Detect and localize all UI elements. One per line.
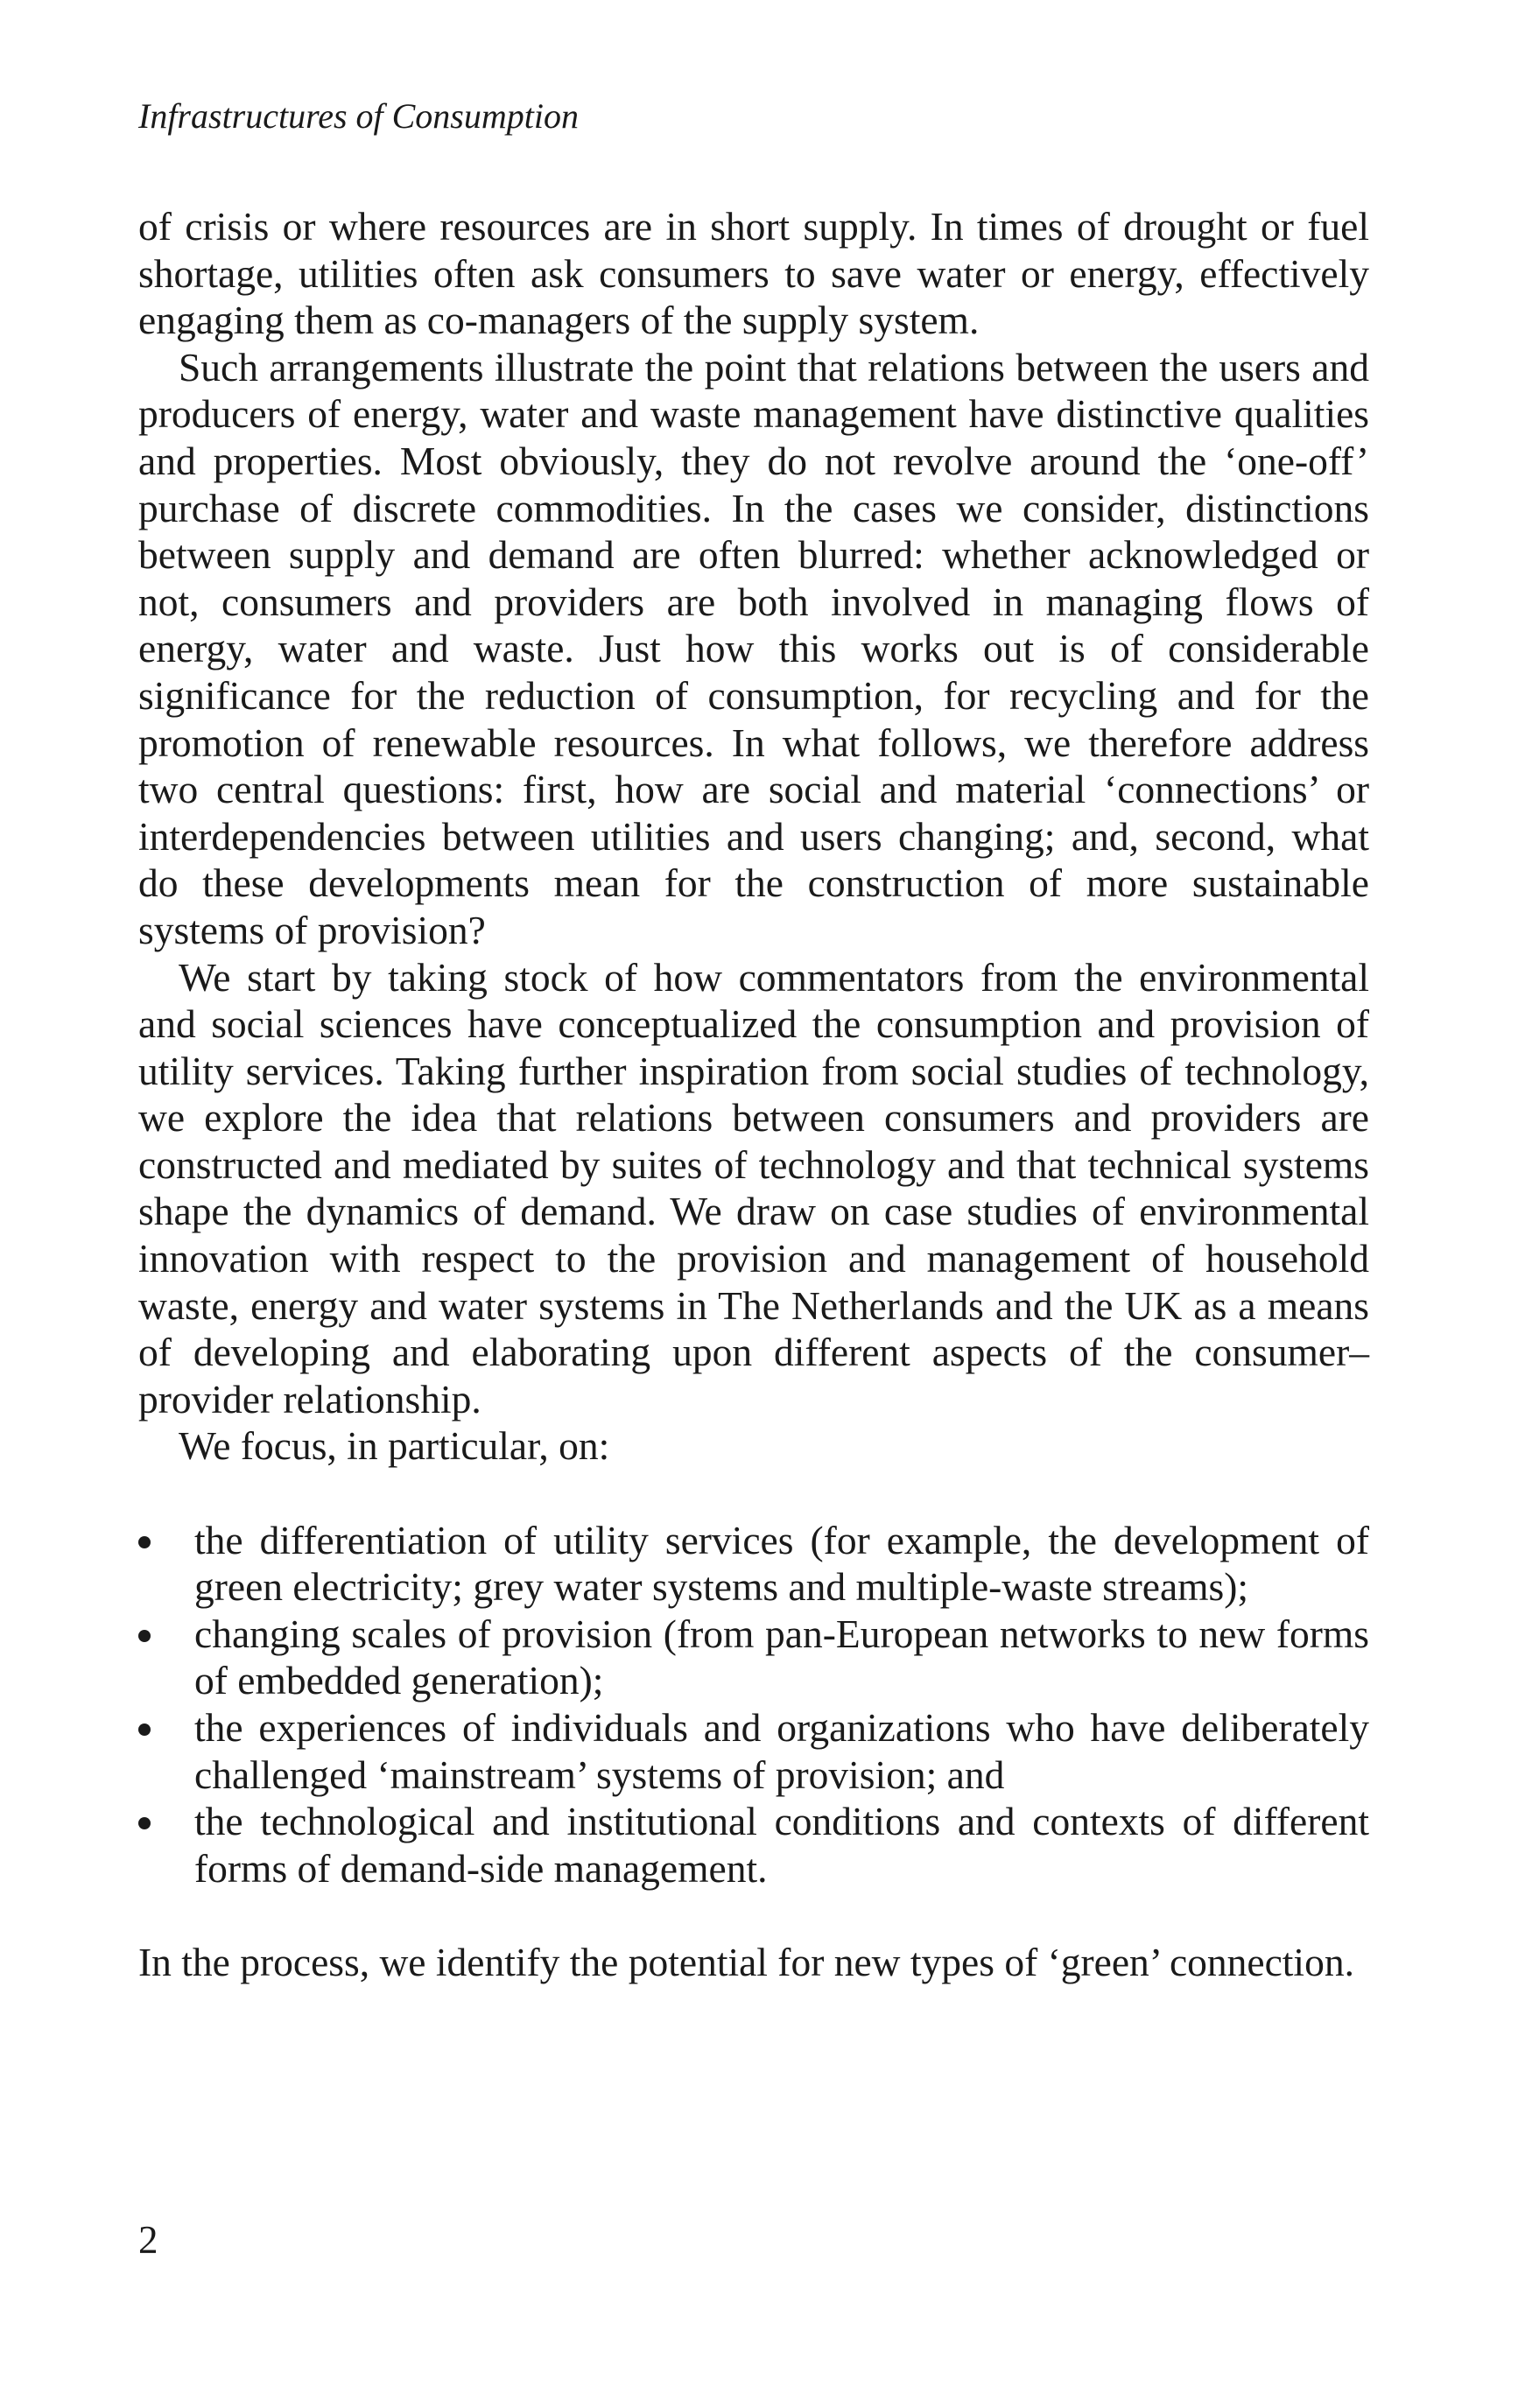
paragraph-3: We start by taking stock of how commentators from the environmental and social sciences have conceptualized the consumption and provision of utility services. Taking further inspiration from social studies of technology, we explore the idea that relations between consumers and providers are constructed and mediated by suites of technology and that technical systems shape the dynamics of demand. We draw on case studies of environmental innovation with respect to the provision and management of household waste, energy and water systems in The Netherlands and the UK as a means of developing and elaborating upon different aspects of the consumer–provider relationship. — [138, 954, 1369, 1422]
paragraph-1: of crisis or where resources are in short supply. In times of drought or fuel shortage, utilities often ask consumers to save water or energy, effectively engaging them as co-managers of the supply system. — [138, 204, 1369, 343]
paragraph-4: We focus, in particular, on: — [179, 1423, 610, 1469]
running-head: Infrastructures of Consumption — [138, 96, 579, 136]
bullet-dot-icon — [138, 1630, 151, 1642]
bullet-item — [138, 1611, 1369, 1704]
closing-paragraph: In the process, we identify the potential for new types of ‘green’ connection. — [138, 1939, 1354, 1984]
bullet-text: changing scales of provision (from pan-European networks to new forms of embedded generation); — [194, 1611, 1369, 1703]
bullet-dot-icon — [138, 1536, 151, 1548]
bullet-dot-icon — [138, 1724, 151, 1736]
bullet-item — [138, 1517, 1369, 1611]
page-number: 2 — [138, 2218, 158, 2262]
bullet-text: the technological and institutional conditions and contexts of different forms of demand-side management. — [194, 1799, 1369, 1891]
bullet-text: the differentiation of utility services (for example, the development of green electricity; grey water systems and multiple-waste streams); — [194, 1517, 1369, 1610]
bullet-list — [138, 1517, 1369, 1892]
bullet-text: the experiences of individuals and organizations who have deliberately challenged ‘mainstream’ systems of provision; and — [194, 1705, 1369, 1797]
bullet-item — [138, 1798, 1369, 1892]
bullet-item — [138, 1704, 1369, 1798]
body-text — [138, 203, 1369, 1986]
bullet-dot-icon — [138, 1817, 151, 1829]
paragraph-2: Such arrangements illustrate the point that relations between the users and producers of energy, water and waste management have distinctive qualities and properties. Most obviously, they do not revolve around the ‘one-off’ purchase of discrete commodities. In the cases we consider, distinctions between supply and demand are often blurred: whether acknowledged or not, consumers and providers are both involved in managing flows of energy, water and waste. Just how this works out is of considerable significance for the reduction of consumption, for recycling and for the promotion of renewable resources. In what follows, we therefore address two central questions: first, how are social and material ‘connections’ or interdependencies between utilities and users changing; and, second, what do these developments mean for the construction of more sustainable systems of provision? — [138, 344, 1369, 952]
